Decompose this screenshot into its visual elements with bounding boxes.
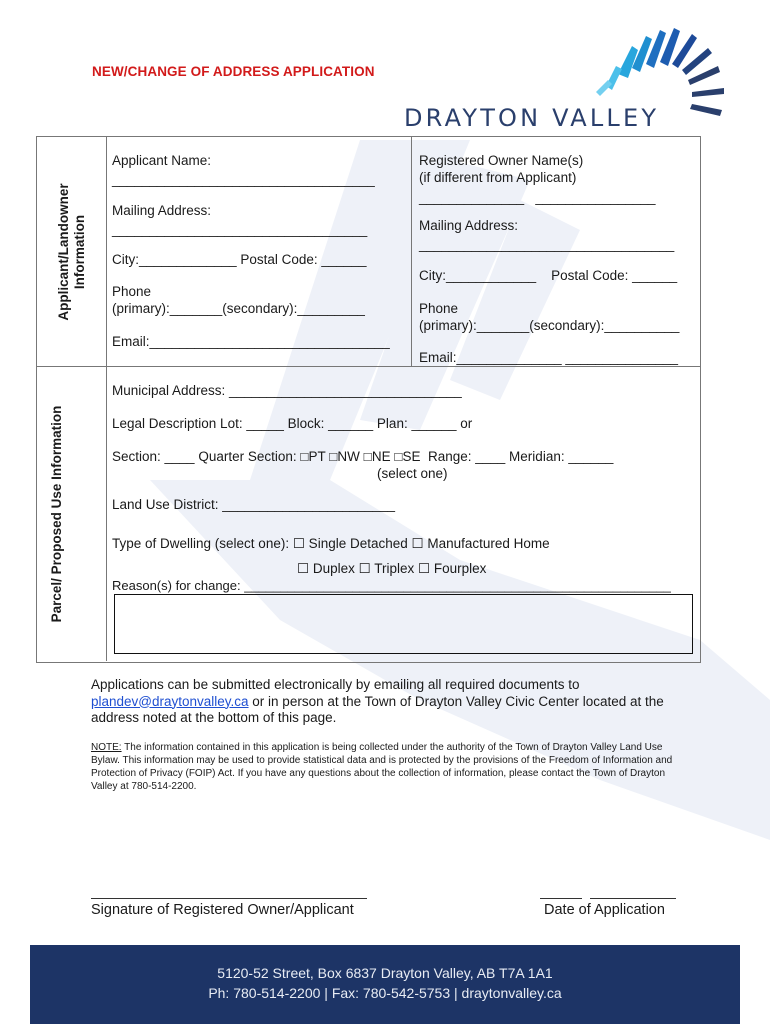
applicant-city-postal-field[interactable]: City:_____________ Postal Code: ______ [112,252,367,267]
date-line-a[interactable] [540,898,582,899]
signature-label: Signature of Registered Owner/Applicant [91,902,354,918]
owner-name-note: (if different from Applicant) [419,170,577,185]
drayton-valley-logo-icon [588,22,738,152]
applicant-owner-divider [411,136,412,366]
applicant-mailing-label: Mailing Address: [112,203,212,218]
dwelling-type-options-2[interactable]: ☐ Duplex ☐ Triplex ☐ Fourplex [297,561,487,576]
owner-phone-label: Phone [419,301,459,316]
signature-line[interactable] [91,898,367,899]
land-use-district-field[interactable]: Land Use District: _______________________ [112,497,395,512]
label-column-divider [106,136,107,661]
owner-phone-field[interactable]: (primary):_______(secondary):__________ [419,318,680,333]
owner-email-field[interactable]: Email:______________ _______________ [419,350,678,365]
applicant-section-label: Applicant/Landowner Information [56,183,87,321]
owner-name-label: Registered Owner Name(s) [419,153,584,168]
dwelling-type-options[interactable]: Type of Dwelling (select one): ☐ Single Detached ☐ Manufactured Home [112,536,550,551]
owner-name-field[interactable]: ______________ ________________ [419,190,656,205]
applicant-phone-field[interactable]: (primary):_______(secondary):_________ [112,301,365,316]
applicant-email-field[interactable]: Email:________________________________ [112,334,390,349]
privacy-note: NOTE: The information contained in this application is being collected under the authority of the Town of Drayton Valley Land Use Bylaw. This information may be used to provide statistical data and is protected by the provisions of the Freedom of Information and Protection of Privacy (FOIP) Act. If you have any questions about the collection of information, please contact the Town of Drayton Valley at 780-514-2200. [91,742,673,792]
logo-wordmark: DRAYTON VALLEY [404,104,660,132]
section-quarter-field[interactable]: Section: ____ Quarter Section: □PT □NW □NE □SE Range: ____ Meridian: ______ [112,449,614,464]
owner-mailing-label: Mailing Address: [419,218,519,233]
date-line-b[interactable] [590,898,676,899]
footer-bar [30,945,740,1024]
submission-info: Applications can be submitted electronically by emailing all required documents to plandev@draytonvalley.ca or in person at the Town of Drayton Valley Civic Center located at the address noted at the bottom of this page. [91,677,664,725]
date-label: Date of Application [544,902,665,918]
email-link[interactable]: plandev@draytonvalley.ca [91,693,249,709]
parcel-section-label: Parcel/ Proposed Use Information [49,405,64,623]
footer-address: 5120-52 Street, Box 6837 Drayton Valley, AB T7A 1A1 [217,965,553,981]
select-one-hint: (select one) [377,466,448,481]
applicant-mailing-field[interactable]: __________________________________ [112,222,368,237]
section-divider [36,366,700,367]
applicant-name-label: Applicant Name: [112,153,212,168]
legal-description-field[interactable]: Legal Description Lot: _____ Block: ______ Plan: ______ or [112,416,473,431]
form-title: NEW/CHANGE OF ADDRESS APPLICATION [92,64,375,79]
municipal-address-field[interactable]: Municipal Address: _______________________________ [112,383,462,398]
applicant-name-field[interactable]: ___________________________________ [112,172,375,187]
owner-city-postal-field[interactable]: City:____________ Postal Code: ______ [419,268,678,283]
reasons-textarea[interactable] [114,594,693,654]
applicant-phone-label: Phone [112,284,152,299]
footer-contacts: Ph: 780-514-2200 | Fax: 780-542-5753 | draytonvalley.ca [208,985,562,1001]
owner-mailing-field[interactable]: __________________________________ [419,237,675,252]
reasons-label: Reason(s) for change: ___________________________________________________________ [112,578,671,593]
